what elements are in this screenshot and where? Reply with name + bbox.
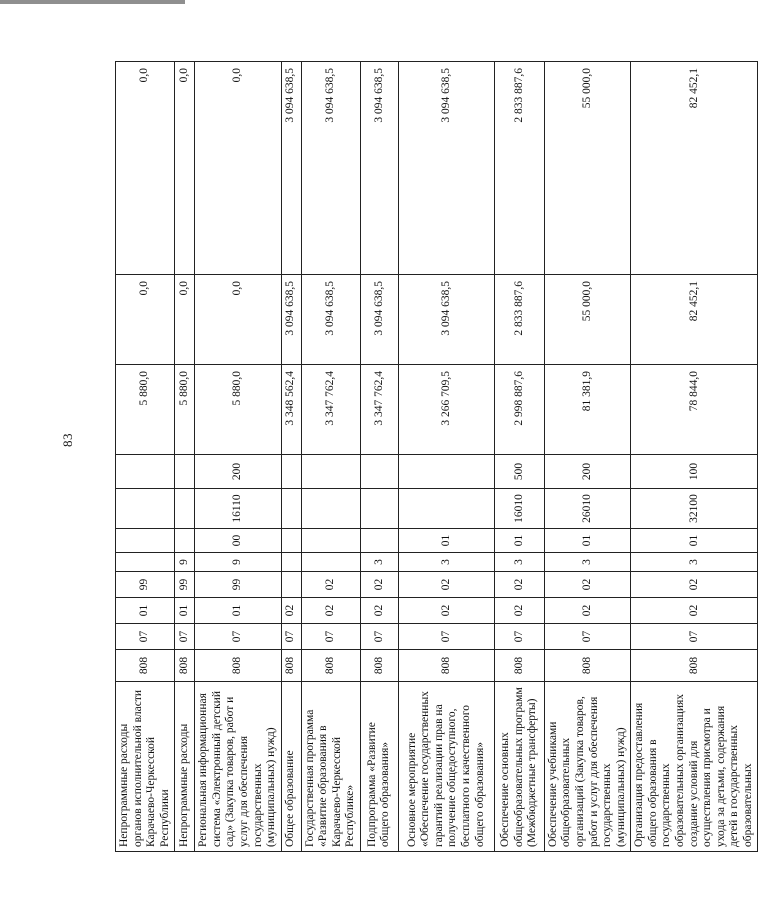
code-cell: 01: [195, 598, 281, 624]
code-cell: [398, 489, 494, 529]
amount-cell: 0,0: [195, 275, 281, 365]
code-cell: [360, 489, 398, 529]
code-cell: 500: [494, 455, 544, 489]
code-cell: 99: [175, 572, 195, 598]
code-cell: 02: [544, 598, 630, 624]
amount-cell: 3 094 638,5: [281, 62, 301, 275]
amount-cell: 0,0: [175, 275, 195, 365]
code-cell: [175, 489, 195, 529]
code-cell: 02: [281, 598, 301, 624]
code-cell: [360, 529, 398, 553]
code-cell: 07: [281, 624, 301, 650]
code-cell: 02: [301, 598, 360, 624]
amount-cell: 78 844,0: [631, 365, 758, 455]
code-cell: [116, 553, 175, 572]
code-cell: 01: [544, 529, 630, 553]
code-cell: 808: [544, 650, 630, 682]
amount-cell: 2 833 887,6: [494, 275, 544, 365]
row-name-cell: Обеспечение учебниками общеобразовательных организаций (Закупка товаров, работ и услуг для обеспечения государственных (муниципальных) нужд): [544, 682, 630, 852]
row-name-cell: Основное мероприятие «Обеспечение государственных гарантий реализации прав на получение общедоступного, бесплатного и качественного общего образования»: [398, 682, 494, 852]
table-row: [301, 62, 360, 852]
code-cell: 07: [116, 624, 175, 650]
amount-cell: 55 000,0: [544, 62, 630, 275]
code-cell: 01: [494, 529, 544, 553]
row-name-cell: Непрограммные расходы органов исполнительной власти Карачаево-Черкесской Республики: [116, 682, 175, 852]
code-cell: 07: [195, 624, 281, 650]
code-cell: [281, 572, 301, 598]
amount-cell: 3 094 638,5: [301, 275, 360, 365]
code-cell: 01: [175, 598, 195, 624]
code-cell: 07: [544, 624, 630, 650]
code-cell: 02: [360, 572, 398, 598]
code-cell: 02: [631, 572, 758, 598]
table-row: [195, 62, 281, 852]
amount-cell: 3 094 638,5: [360, 275, 398, 365]
code-cell: 808: [631, 650, 758, 682]
code-cell: 200: [195, 455, 281, 489]
code-cell: 3: [494, 553, 544, 572]
code-cell: 02: [544, 572, 630, 598]
code-cell: [301, 489, 360, 529]
row-name-cell: Региональная информационная система «Электронный детский сад» (Закупка товаров, работ и услуг для обеспечения государственных (муниципальных) нужд): [195, 682, 281, 852]
code-cell: 808: [301, 650, 360, 682]
row-name-cell: Государственная программа «Развитие образования в Карачаево-Черкесской Республике»: [301, 682, 360, 852]
code-cell: 200: [544, 455, 630, 489]
code-cell: 3: [631, 553, 758, 572]
amount-cell: 2 833 887,6: [494, 62, 544, 275]
code-cell: [301, 529, 360, 553]
code-cell: 26010: [544, 489, 630, 529]
code-cell: 01: [398, 529, 494, 553]
amount-cell: 81 381,9: [544, 365, 630, 455]
budget-table: [115, 61, 758, 852]
code-cell: [360, 455, 398, 489]
amount-cell: 3 347 762,4: [360, 365, 398, 455]
amount-cell: 82 452,1: [631, 275, 758, 365]
code-cell: 07: [301, 624, 360, 650]
amount-cell: 3 094 638,5: [360, 62, 398, 275]
code-cell: [175, 455, 195, 489]
code-cell: 808: [175, 650, 195, 682]
table-row: [281, 62, 301, 852]
code-cell: 02: [631, 598, 758, 624]
amount-cell: 82 452,1: [631, 62, 758, 275]
table-row: [544, 62, 630, 852]
row-name-cell: Организация предоставления общего образования в государственных образовательных организациях создание условий для осуществления присмотра и ухода за детьми, содержания детей в государственных образовательных: [631, 682, 758, 852]
code-cell: [116, 529, 175, 553]
code-cell: 808: [195, 650, 281, 682]
amount-cell: 55 000,0: [544, 275, 630, 365]
amount-cell: 2 998 887,6: [494, 365, 544, 455]
code-cell: 3: [360, 553, 398, 572]
code-cell: [116, 489, 175, 529]
code-cell: 808: [281, 650, 301, 682]
code-cell: 02: [494, 598, 544, 624]
code-cell: [116, 455, 175, 489]
code-cell: 16010: [494, 489, 544, 529]
code-cell: [281, 553, 301, 572]
rotated-table-wrapper: [115, 62, 754, 852]
amount-cell: 3 094 638,5: [398, 275, 494, 365]
row-name-cell: Непрограммные расходы: [175, 682, 195, 852]
amount-cell: 0,0: [175, 62, 195, 275]
code-cell: [281, 489, 301, 529]
amount-cell: 3 347 762,4: [301, 365, 360, 455]
code-cell: [281, 455, 301, 489]
table-row: [175, 62, 195, 852]
code-cell: 02: [398, 598, 494, 624]
amount-cell: 3 266 709,5: [398, 365, 494, 455]
code-cell: 100: [631, 455, 758, 489]
code-cell: 32100: [631, 489, 758, 529]
code-cell: 9: [195, 553, 281, 572]
amount-cell: 5 880,0: [175, 365, 195, 455]
code-cell: [281, 529, 301, 553]
row-name-cell: Подпрограмма «Развитие общего образования»: [360, 682, 398, 852]
code-cell: 3: [398, 553, 494, 572]
code-cell: [301, 455, 360, 489]
row-name-cell: Общее образование: [281, 682, 301, 852]
code-cell: 07: [494, 624, 544, 650]
code-cell: 07: [631, 624, 758, 650]
code-cell: 01: [116, 598, 175, 624]
amount-cell: 3 348 562,4: [281, 365, 301, 455]
page-number: 83: [60, 433, 75, 447]
code-cell: 16110: [195, 489, 281, 529]
scan-edge-mark: [0, 0, 185, 4]
code-cell: 01: [631, 529, 758, 553]
code-cell: [175, 529, 195, 553]
code-cell: 99: [116, 572, 175, 598]
code-cell: 07: [175, 624, 195, 650]
code-cell: 99: [195, 572, 281, 598]
code-cell: 808: [360, 650, 398, 682]
code-cell: 02: [360, 598, 398, 624]
code-cell: 9: [175, 553, 195, 572]
code-cell: [398, 455, 494, 489]
code-cell: 02: [494, 572, 544, 598]
code-cell: 07: [398, 624, 494, 650]
amount-cell: 0,0: [116, 62, 175, 275]
code-cell: 3: [544, 553, 630, 572]
amount-cell: 0,0: [195, 62, 281, 275]
row-name-cell: Обеспечение основных общеобразовательных программ (Межбюджетные трансферты): [494, 682, 544, 852]
code-cell: 02: [301, 572, 360, 598]
code-cell: 808: [494, 650, 544, 682]
code-cell: [301, 553, 360, 572]
amount-cell: 0,0: [116, 275, 175, 365]
amount-cell: 5 880,0: [116, 365, 175, 455]
table-row: [631, 62, 758, 852]
code-cell: 808: [116, 650, 175, 682]
amount-cell: 3 094 638,5: [281, 275, 301, 365]
code-cell: 02: [398, 572, 494, 598]
table-row: [398, 62, 494, 852]
amount-cell: 3 094 638,5: [398, 62, 494, 275]
table-row: [116, 62, 175, 852]
table-row: [494, 62, 544, 852]
amount-cell: 3 094 638,5: [301, 62, 360, 275]
code-cell: 07: [360, 624, 398, 650]
code-cell: 808: [398, 650, 494, 682]
table-row: [360, 62, 398, 852]
amount-cell: 5 880,0: [195, 365, 281, 455]
code-cell: 00: [195, 529, 281, 553]
